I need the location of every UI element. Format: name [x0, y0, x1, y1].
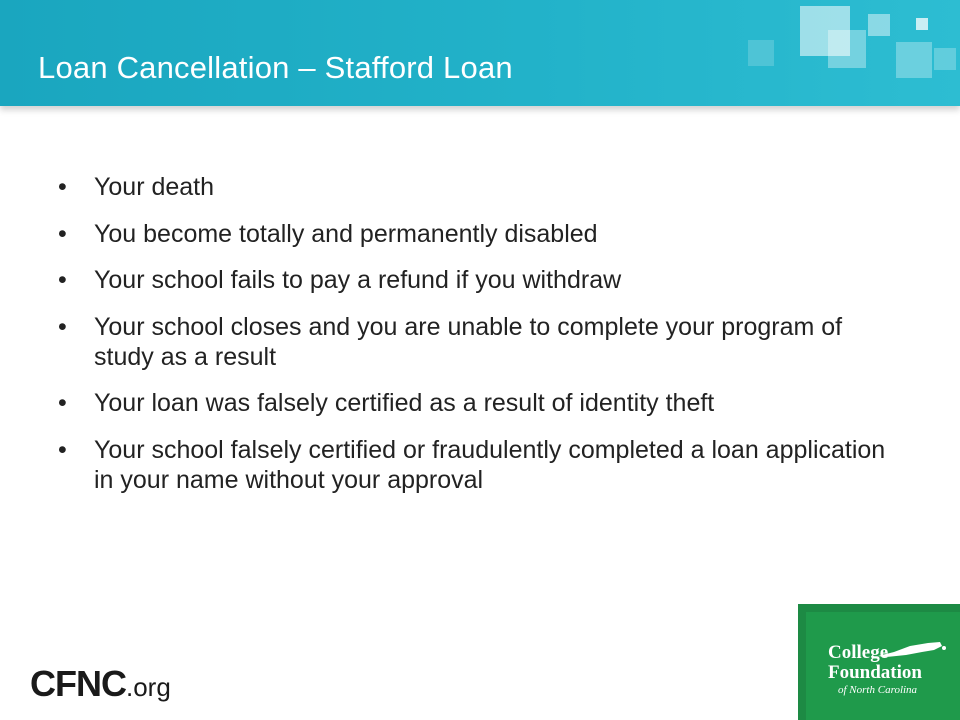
- decorative-square: [916, 18, 928, 30]
- bullet-marker: •: [58, 266, 67, 294]
- cfnc-logo-ext: .org: [125, 672, 171, 702]
- bullet-text: Your school falsely certified or fraudulently completed a loan application in your name without your approval: [94, 435, 886, 494]
- cfnc-logo-main: CFNC: [30, 663, 126, 704]
- bullet-marker: •: [58, 219, 67, 248]
- badge-line-college: College: [828, 642, 889, 663]
- bullet-item: [58, 312, 908, 372]
- badge-inner: [806, 612, 960, 720]
- bullet-text: Your school fails to pay a refund if you withdraw: [94, 266, 622, 294]
- bullet-item: [58, 435, 908, 495]
- decorative-square: [828, 30, 866, 68]
- bullet-list: [58, 172, 908, 511]
- bullet-text: Your loan was falsely certified as a result of identity theft: [94, 389, 715, 417]
- badge-line-foundation: Foundation: [828, 662, 922, 683]
- college-foundation-logo: [798, 604, 960, 720]
- cfnc-org-logo: [30, 664, 171, 712]
- decorative-square: [748, 40, 774, 66]
- bullet-marker: •: [58, 389, 67, 417]
- decorative-square: [934, 48, 956, 70]
- badge-line-nc: of North Carolina: [838, 684, 918, 696]
- slide-title: Loan Cancellation – Stafford Loan: [38, 50, 513, 85]
- decorative-square: [896, 42, 932, 78]
- bullet-item: [58, 219, 908, 249]
- bullet-item: [58, 172, 908, 202]
- bullet-item: [58, 265, 908, 295]
- bullet-marker: •: [58, 173, 67, 201]
- bullet-text: Your death: [94, 173, 215, 201]
- bullet-item: [58, 388, 908, 418]
- header-band: [0, 0, 960, 106]
- bullet-marker: •: [58, 312, 67, 341]
- bullet-text: You become totally and permanently disabled: [94, 219, 598, 248]
- bullet-text: Your school closes and you are unable to complete your program of study as a result: [94, 312, 843, 371]
- bullet-marker: •: [58, 435, 67, 464]
- decorative-square: [868, 14, 890, 36]
